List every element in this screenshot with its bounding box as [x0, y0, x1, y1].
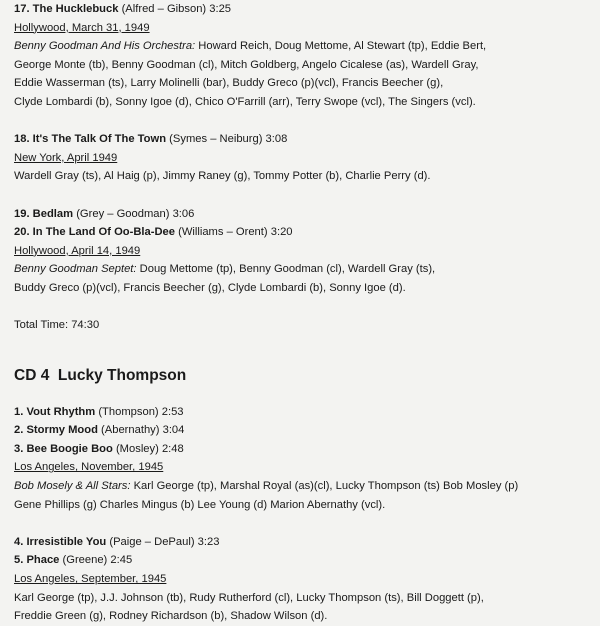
track-line [14, 205, 600, 224]
personnel-text: Howard Reich, Doug Mettome, Al Stewart (tp), Eddie Bert, [195, 40, 487, 53]
track-line [14, 130, 600, 149]
spacer [14, 186, 600, 205]
track-composer: (Grey – Goodman) [76, 207, 170, 220]
track-composer: (Paige – DePaul) [109, 535, 195, 548]
track-group-cd4-2 [14, 533, 600, 626]
personnel-line: George Monte (tb), Benny Goodman (cl), Mitch Goldberg, Angelo Cicalese (as), Wardell Gray, [14, 58, 479, 71]
track-duration: 2:53 [161, 405, 184, 418]
spacer [14, 112, 600, 131]
track-group-cd4-1 [14, 403, 600, 515]
track-composer: (Thompson) [98, 405, 159, 418]
track-title: 1. Vout Rhythm [14, 405, 96, 418]
personnel-line: Clyde Lombardi (b), Sonny Igoe (d), Chico O'Farrill (arr), Terry Swope (vcl), The Singers (vcl). [14, 95, 476, 108]
track-group-cd3-2 [14, 130, 600, 186]
band-name: Benny Goodman Septet: [14, 263, 137, 276]
cd-heading: CD 4 Lucky Thompson [14, 366, 187, 384]
track-composer: (Greene) [62, 554, 108, 567]
track-line [14, 403, 600, 422]
track-line [14, 533, 600, 552]
session-info: Hollywood, April 14, 1949 [14, 244, 141, 257]
track-duration: 2:48 [161, 442, 184, 455]
personnel-line [14, 477, 600, 496]
personnel-line: Eddie Wasserman (ts), Larry Molinelli (bar), Buddy Greco (p)(vcl), Francis Beecher (g), [14, 77, 444, 90]
track-title: 19. Bedlam [14, 207, 74, 220]
track-group-cd3-3 [14, 205, 600, 298]
spacer [14, 298, 600, 317]
personnel-text: Doug Mettome (tp), Benny Goodman (cl), Wardell Gray (ts), [136, 263, 436, 276]
track-line [14, 440, 600, 459]
track-duration: 3:08 [265, 133, 288, 146]
track-duration: 2:45 [110, 554, 133, 567]
personnel-line: Gene Phillips (g) Charles Mingus (b) Lee Young (d) Marion Abernathy (vcl). [14, 498, 386, 511]
session-info: Hollywood, March 31, 1949 [14, 21, 150, 34]
track-duration: 3:04 [162, 424, 185, 437]
track-duration: 3:20 [270, 226, 293, 239]
session-info: New York, April 1949 [14, 151, 118, 164]
personnel-line: Karl George (tp), J.J. Johnson (tb), Rudy Rutherford (cl), Lucky Thompson (ts), Bill Doggett (p), [14, 591, 484, 604]
track-composer: (Abernathy) [101, 424, 160, 437]
track-duration: 3:06 [172, 207, 195, 220]
track-line [14, 421, 600, 440]
track-title: 3. Bee Boogie Boo [14, 442, 113, 455]
track-title: 2. Stormy Mood [14, 424, 98, 437]
session-info: Los Angeles, September, 1945 [14, 573, 167, 586]
track-duration: 3:23 [197, 535, 220, 548]
track-composer: (Mosley) [115, 442, 159, 455]
track-title: 4. Irresistible You [14, 535, 107, 548]
track-title: 17. The Hucklebuck [14, 3, 119, 15]
band-name: Benny Goodman And His Orchestra: [14, 40, 196, 53]
personnel-line [14, 260, 600, 279]
personnel-text: Karl George (tp), Marshal Royal (as)(cl), Lucky Thompson (ts) Bob Mosley (p) [130, 480, 519, 493]
track-line [14, 551, 600, 570]
track-group-cd3-1 [14, 0, 600, 112]
track-title: 5. Phace [14, 554, 60, 567]
track-composer: (Symes – Neiburg) [169, 133, 263, 146]
personnel-line: Wardell Gray (ts), Al Haig (p), Jimmy Raney (g), Tommy Potter (b), Charlie Perry (d). [14, 170, 431, 183]
track-line [14, 223, 600, 242]
session-info: Los Angeles, November, 1945 [14, 461, 164, 474]
track-composer: (Williams – Orent) [178, 226, 268, 239]
spacer [14, 514, 600, 533]
spacer [14, 387, 600, 403]
spacer [14, 335, 600, 365]
band-name: Bob Mosely & All Stars: [14, 480, 131, 493]
total-time: Total Time: 74:30 [14, 319, 100, 332]
track-title: 18. It's The Talk Of The Town [14, 133, 167, 146]
personnel-line: Buddy Greco (p)(vcl), Francis Beecher (g), Clyde Lombardi (b), Sonny Igoe (d). [14, 281, 406, 294]
track-line [14, 0, 600, 19]
personnel-line [14, 37, 600, 56]
track-duration: 3:25 [209, 3, 232, 15]
track-title: 20. In The Land Of Oo-Bla-Dee [14, 226, 175, 239]
personnel-line: Freddie Green (g), Rodney Richardson (b), Shadow Wilson (d). [14, 610, 328, 623]
track-composer: (Alfred – Gibson) [121, 3, 207, 15]
